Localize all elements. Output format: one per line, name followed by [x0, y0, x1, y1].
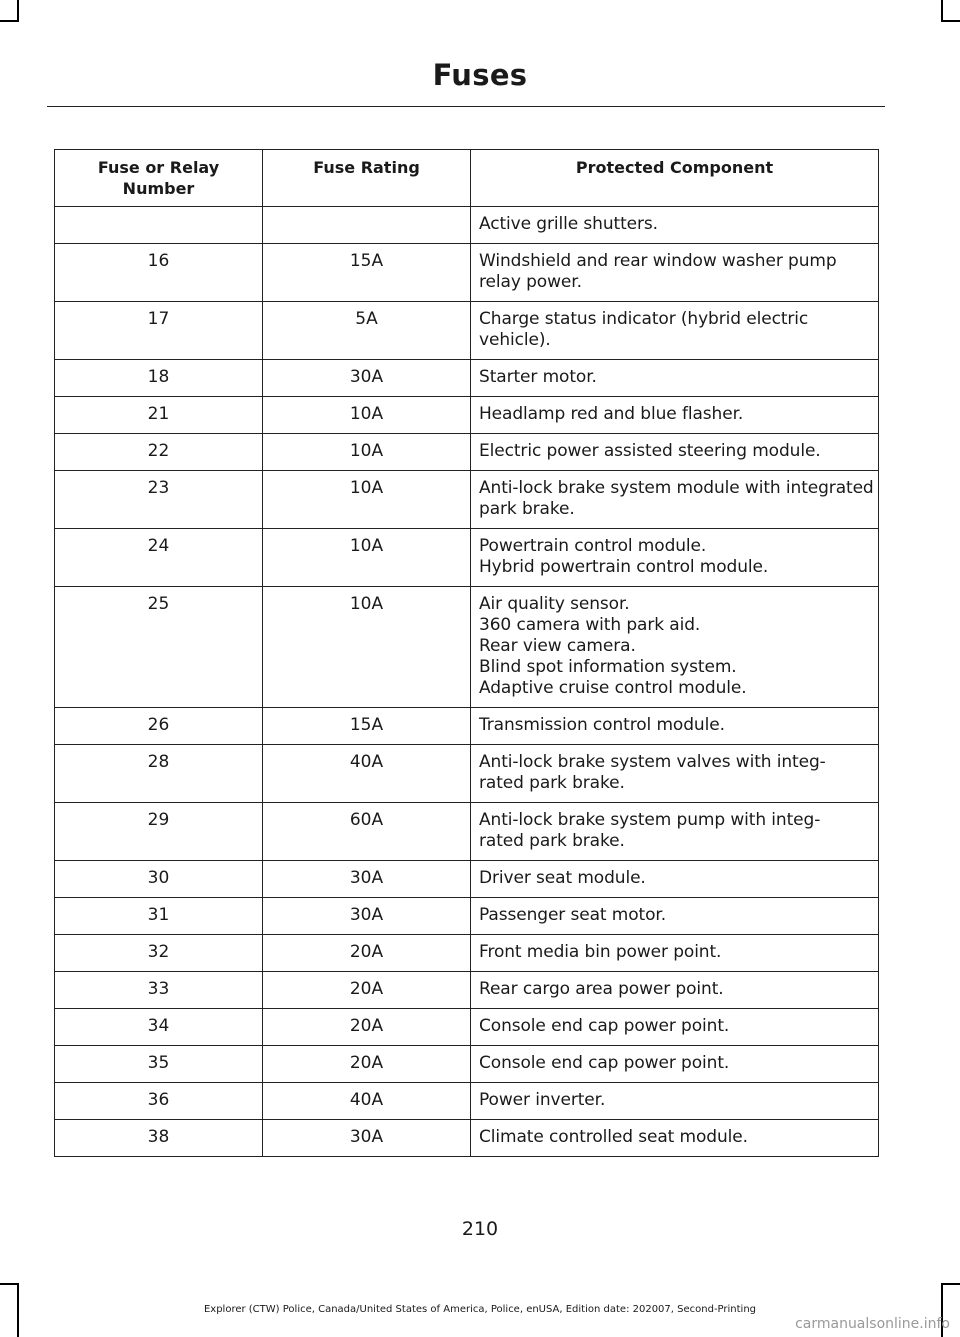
- table-row: [55, 1046, 879, 1083]
- protected-component-cell: Front media bin power point.: [471, 935, 879, 972]
- crop-mark-bottom-left-horizontal: [0, 1283, 19, 1285]
- fuse-number-cell: 30: [55, 861, 263, 898]
- table-row: [55, 397, 879, 434]
- protected-component-cell: Electric power assisted steering module.: [471, 434, 879, 471]
- fuse-number-cell: 35: [55, 1046, 263, 1083]
- protected-component-cell: Windshield and rear window washer pump relay power.: [471, 244, 879, 302]
- table-row: [55, 434, 879, 471]
- fuse-rating-cell: 20A: [263, 1046, 471, 1083]
- table-row: [55, 972, 879, 1009]
- fuse-number-cell: 38: [55, 1120, 263, 1157]
- footer-edition-text: Explorer (CTW) Police, Canada/United States of America, Police, enUSA, Edition date: 202007, Second-Printing: [203, 1304, 757, 1315]
- fuse-rating-cell: 15A: [263, 708, 471, 745]
- table-row: [55, 529, 879, 587]
- protected-component-cell: Anti-lock brake system module with integrated park brake.: [471, 471, 879, 529]
- protected-component-cell: Console end cap power point.: [471, 1009, 879, 1046]
- header-fuse-rating: Fuse Rating: [263, 150, 471, 207]
- fuse-rating-cell: 30A: [263, 360, 471, 397]
- fuse-table: [54, 149, 879, 1157]
- fuse-number-cell: 32: [55, 935, 263, 972]
- fuse-number-cell: 28: [55, 745, 263, 803]
- fuse-rating-cell: 40A: [263, 1083, 471, 1120]
- fuse-rating-cell: 30A: [263, 1120, 471, 1157]
- fuse-rating-cell: 5A: [263, 302, 471, 360]
- fuse-rating-cell: 20A: [263, 935, 471, 972]
- fuse-number-cell: 31: [55, 898, 263, 935]
- crop-mark-bottom-right-horizontal: [941, 1283, 960, 1285]
- protected-component-cell: Climate controlled seat module.: [471, 1120, 879, 1157]
- protected-component-cell: Passenger seat motor.: [471, 898, 879, 935]
- protected-component-cell: Driver seat module.: [471, 861, 879, 898]
- fuse-number-cell: 29: [55, 803, 263, 861]
- fuse-table-body: [55, 207, 879, 1157]
- fuse-number-cell: [55, 207, 263, 244]
- fuse-number-cell: 23: [55, 471, 263, 529]
- protected-component-cell: Charge status indicator (hybrid electric vehicle).: [471, 302, 879, 360]
- table-row: [55, 1083, 879, 1120]
- protected-component-cell: Power inverter.: [471, 1083, 879, 1120]
- fuse-rating-cell: 20A: [263, 1009, 471, 1046]
- fuse-number-cell: 16: [55, 244, 263, 302]
- table-row: [55, 471, 879, 529]
- fuse-number-cell: 17: [55, 302, 263, 360]
- table-header-row: [55, 150, 879, 207]
- fuse-number-cell: 24: [55, 529, 263, 587]
- table-row: [55, 803, 879, 861]
- fuse-rating-cell: 10A: [263, 434, 471, 471]
- fuse-rating-cell: 10A: [263, 529, 471, 587]
- table-row: [55, 745, 879, 803]
- protected-component-cell: Anti-lock brake system pump with integ- rated park brake.: [471, 803, 879, 861]
- crop-mark-top-left-horizontal: [0, 20, 19, 22]
- protected-component-cell: Rear cargo area power point.: [471, 972, 879, 1009]
- fuse-number-cell: 34: [55, 1009, 263, 1046]
- fuse-number-cell: 18: [55, 360, 263, 397]
- fuse-rating-cell: 60A: [263, 803, 471, 861]
- crop-mark-top-right-horizontal: [941, 20, 960, 22]
- header-fuse-number: Fuse or Relay Number: [55, 150, 263, 207]
- protected-component-cell: Anti-lock brake system valves with integ- rated park brake.: [471, 745, 879, 803]
- table-row: [55, 1120, 879, 1157]
- protected-component-cell: Console end cap power point.: [471, 1046, 879, 1083]
- fuse-number-cell: 25: [55, 587, 263, 708]
- fuse-number-cell: 21: [55, 397, 263, 434]
- table-row: [55, 708, 879, 745]
- protected-component-cell: Transmission control module.: [471, 708, 879, 745]
- page-number: 210: [461, 1218, 499, 1240]
- fuse-number-cell: 22: [55, 434, 263, 471]
- crop-mark-top-left-vertical: [17, 0, 19, 22]
- table-row: [55, 587, 879, 708]
- table-row: [55, 207, 879, 244]
- fuse-rating-cell: 30A: [263, 898, 471, 935]
- fuse-rating-cell: 10A: [263, 397, 471, 434]
- table-row: [55, 898, 879, 935]
- fuse-rating-cell: 20A: [263, 972, 471, 1009]
- table-row: [55, 935, 879, 972]
- table-row: [55, 861, 879, 898]
- fuse-number-cell: 33: [55, 972, 263, 1009]
- fuse-rating-cell: 40A: [263, 745, 471, 803]
- protected-component-cell: Active grille shutters.: [471, 207, 879, 244]
- protected-component-cell: Powertrain control module. Hybrid powertrain control module.: [471, 529, 879, 587]
- table-row: [55, 302, 879, 360]
- fuse-rating-cell: 15A: [263, 244, 471, 302]
- fuse-rating-cell: 10A: [263, 587, 471, 708]
- watermark-text: carmanualsonline.info: [795, 1316, 950, 1332]
- protected-component-cell: Starter motor.: [471, 360, 879, 397]
- fuse-rating-cell: 10A: [263, 471, 471, 529]
- table-row: [55, 360, 879, 397]
- fuse-number-cell: 26: [55, 708, 263, 745]
- fuse-rating-cell: 30A: [263, 861, 471, 898]
- table-row: [55, 1009, 879, 1046]
- protected-component-cell: Headlamp red and blue flasher.: [471, 397, 879, 434]
- page-title: Fuses: [432, 58, 528, 92]
- crop-mark-top-right-vertical: [941, 0, 943, 22]
- protected-component-cell: Air quality sensor. 360 camera with park aid. Rear view camera. Blind spot information system. Adaptive cruise control module.: [471, 587, 879, 708]
- fuse-rating-cell: [263, 207, 471, 244]
- title-divider: [47, 106, 885, 107]
- fuse-number-cell: 36: [55, 1083, 263, 1120]
- table-row: [55, 244, 879, 302]
- header-protected-component: Protected Component: [471, 150, 879, 207]
